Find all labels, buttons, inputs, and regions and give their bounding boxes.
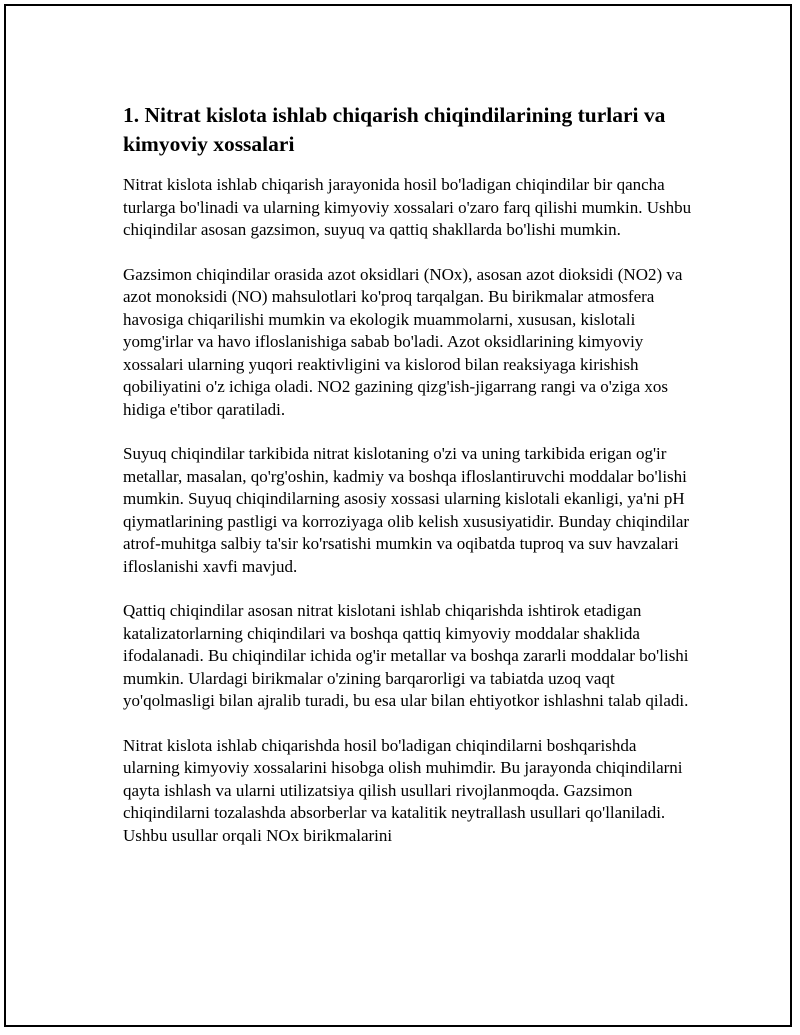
paragraph-2: Gazsimon chiqindilar orasida azot oksidlari (NOx), asosan azot dioksidi (NO2) va azot monoksidi (NO) mahsulotlari ko'proq tarqalgan. Bu birikmalar atmosfera havosiga chiqarilishi mumkin va ekologik muammolarni, xususan, kislotali yomg'irlar va havo ifloslanishiga sabab bo'ladi. Azot oksidlarining kimyoviy xossalari ularning yuqori reaktivligini va kislorod bilan reaksiyaga kirishish qobiliyatini o'z ichiga oladi. NO2 gazining qizg'ish-jigarrang rangi va o'ziga xos hidiga e'tibor qaratiladi. bbox=[123, 264, 683, 419]
paragraph-4: Qattiq chiqindilar asosan nitrat kislotani ishlab chiqarishda ishtirok etadigan katalizatorlarning chiqindilari va boshqa qattiq kimyoviy moddalar shaklida ifodalanadi. Bu chiqindilar ichida og'ir metallar va boshqa zararli moddalar bo'lishi mumkin. Ulardagi birikmalar o'zining barqarorligi va tabiatda uzoq vaqt yo'qolmasligi bilan ajralib turadi, bu esa ular bilan ehtiyotkor ishlashni talab qiladi. bbox=[123, 601, 689, 710]
page-frame bbox=[4, 4, 792, 1027]
document-body bbox=[123, 101, 693, 869]
section-heading: 1. Nitrat kislota ishlab chiqarish chiqindilarining turlari va kimyoviy xossalari bbox=[123, 103, 666, 156]
paragraph-5: Nitrat kislota ishlab chiqarishda hosil bo'ladigan chiqindilarni boshqarishda ularning kimyoviy xossalarini hisobga olish muhimdir. Bu jarayonda chiqindilarni qayta ishlash va ularni utilizatsiya qilish usullari rivojlanmoqda. Gazsimon chiqindilarni tozalashda absorberlar va katalitik neytrallash usullari qo'llaniladi. Ushbu usullar orqali NOx birikmalarini bbox=[123, 735, 683, 845]
paragraph-3: Suyuq chiqindilar tarkibida nitrat kislotaning o'zi va uning tarkibida erigan og'ir metallar, masalan, qo'rg'oshin, kadmiy va boshqa ifloslantiruvchi moddalar bo'lishi mumkin. Suyuq chiqindilarning asosiy xossasi ularning kislotali ekanligi, ya'ni pH qiymatlarining pastligi va korroziyaga olib kelish xususiyatidir. Bunday chiqindilar atrof-muhitga salbiy ta'sir ko'rsatishi mumkin va oqibatda tuproq va suv havzalari ifloslanishi xavfi mavjud. bbox=[123, 444, 690, 576]
paragraph-1: Nitrat kislota ishlab chiqarish jarayonida hosil bo'ladigan chiqindilar bir qancha turlarga bo'linadi va ularning kimyoviy xossalari o'zaro farq qilishi mumkin. Ushbu chiqindilar asosan gazsimon, suyuq va qattiq shakllarda bo'lishi mumkin. bbox=[123, 175, 692, 239]
